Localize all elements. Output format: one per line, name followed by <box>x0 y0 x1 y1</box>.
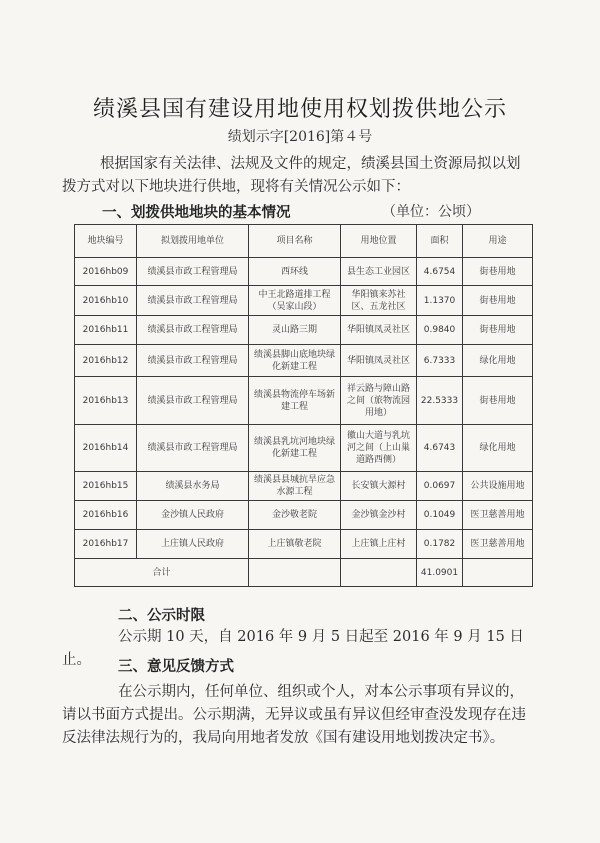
unit-label: （单位：公顷） <box>382 204 480 220</box>
table-row <box>75 377 533 425</box>
page-title: 绩溪县国有建设用地使用权划拨供地公示 <box>92 97 507 122</box>
table-row <box>75 286 533 316</box>
period-paragraph: 公示期 10 天，自 2016 年 9 月 5 日起至 2016 年 9 月 15 日止。 <box>62 629 524 668</box>
area-cell: 1.1370 <box>417 286 463 316</box>
header-cell: 项目名称 <box>249 225 341 258</box>
location-cell: 长安镇大源村 <box>341 472 417 501</box>
unit-cell: 绩溪县市政工程管理局 <box>137 377 249 425</box>
table-row <box>75 316 533 345</box>
use-cell: 绿化用地 <box>463 425 533 472</box>
location-cell: 华阳镇来苏社区、五龙社区 <box>341 286 417 316</box>
location-cell: 华阳镇凤灵社区 <box>341 316 417 345</box>
land-plots-table <box>74 224 533 587</box>
use-cell: 医卫慈善用地 <box>463 501 533 530</box>
area-cell: 0.9840 <box>417 316 463 345</box>
table-row <box>75 425 533 472</box>
empty-cell <box>463 559 533 587</box>
plot-id-cell: 2016hb10 <box>75 286 137 316</box>
location-cell: 祥云路与障山路之间（旅物流园用地） <box>341 377 417 425</box>
section-3-heading: 三、意见反馈方式 <box>118 659 234 675</box>
location-cell: 县生态工业园区 <box>341 258 417 286</box>
plot-id-cell: 2016hb11 <box>75 316 137 345</box>
table-row <box>75 501 533 530</box>
unit-cell: 绩溪县水务局 <box>137 472 249 501</box>
unit-cell: 上庄镇人民政府 <box>137 530 249 559</box>
plot-id-cell: 2016hb13 <box>75 377 137 425</box>
project-cell: 绩溪县乳坑河地块绿化新建工程 <box>249 425 341 472</box>
plot-id-cell: 2016hb09 <box>75 258 137 286</box>
intro-paragraph: 根据国家有关法律、法规及文件的规定，绩溪县国土资源局拟以划拨方式对以下地块进行供地，现将有关情况公示如下： <box>62 156 521 195</box>
unit-cell: 金沙镇人民政府 <box>137 501 249 530</box>
unit-cell: 绩溪县市政工程管理局 <box>137 316 249 345</box>
use-cell: 公共设施用地 <box>463 472 533 501</box>
header-cell: 面积 <box>417 225 463 258</box>
area-cell: 0.1782 <box>417 530 463 559</box>
section-2-heading: 二、公示时限 <box>118 608 205 624</box>
use-cell: 街巷用地 <box>463 377 533 425</box>
project-cell: 金沙敬老院 <box>249 501 341 530</box>
location-cell: 华阳镇凤灵社区 <box>341 345 417 377</box>
unit-cell: 绩溪县市政工程管理局 <box>137 258 249 286</box>
location-cell: 金沙镇金沙村 <box>341 501 417 530</box>
plot-id-cell: 2016hb16 <box>75 501 137 530</box>
plot-id-cell: 2016hb15 <box>75 472 137 501</box>
unit-cell: 绩溪县市政工程管理局 <box>137 425 249 472</box>
project-cell: 上庄镇敬老院 <box>249 530 341 559</box>
location-cell: 上庄镇上庄村 <box>341 530 417 559</box>
plot-id-cell: 2016hb17 <box>75 530 137 559</box>
total-label-cell: 合计 <box>75 559 249 587</box>
use-cell: 医卫慈善用地 <box>463 530 533 559</box>
area-cell: 6.7333 <box>417 345 463 377</box>
table-row <box>75 345 533 377</box>
project-cell: 西环线 <box>249 258 341 286</box>
table-row <box>75 258 533 286</box>
empty-cell <box>341 559 417 587</box>
area-cell: 0.1049 <box>417 501 463 530</box>
table-row <box>75 472 533 501</box>
header-cell: 地块编号 <box>75 225 137 258</box>
area-cell: 0.0697 <box>417 472 463 501</box>
empty-cell <box>249 559 341 587</box>
use-cell: 绿化用地 <box>463 345 533 377</box>
use-cell: 街巷用地 <box>463 316 533 345</box>
header-cell: 拟划拨用地单位 <box>137 225 249 258</box>
table-total-row <box>75 559 533 587</box>
table-row <box>75 530 533 559</box>
area-cell: 4.6754 <box>417 258 463 286</box>
plot-id-cell: 2016hb12 <box>75 345 137 377</box>
project-cell: 灵山路三期 <box>249 316 341 345</box>
area-cell: 4.6743 <box>417 425 463 472</box>
use-cell: 街巷用地 <box>463 258 533 286</box>
plot-id-cell: 2016hb14 <box>75 425 137 472</box>
project-cell: 中王北路道排工程（吴家山段） <box>249 286 341 316</box>
unit-cell: 绩溪县市政工程管理局 <box>137 286 249 316</box>
project-cell: 绩溪县脚山底地块绿化新建工程 <box>249 345 341 377</box>
header-cell: 用地位置 <box>341 225 417 258</box>
feedback-paragraph: 在公示期内，任何单位、组织或个人，对本公示事项有异议的，请以书面方式提出。公示期满，无异议或虽有异议但经审查没发现存在违反法律法规行为的，我局向用地者发放《国有建设用地划拨决定书》。 <box>62 684 526 746</box>
location-cell: 徽山大道与乳坑河之间（上山巢道路西侧） <box>341 425 417 472</box>
section-1-heading: 一、划拨供地地块的基本情况 <box>102 205 291 221</box>
project-cell: 绩溪县县城抗旱应急水源工程 <box>249 472 341 501</box>
total-area-cell: 41.0901 <box>417 559 463 587</box>
unit-cell: 绩溪县市政工程管理局 <box>137 345 249 377</box>
area-cell: 22.5333 <box>417 377 463 425</box>
use-cell: 街巷用地 <box>463 286 533 316</box>
project-cell: 绩溪县物流停车场新建工程 <box>249 377 341 425</box>
document-number: 绩划示字[2016]第４号 <box>227 129 373 145</box>
header-cell: 用途 <box>463 225 533 258</box>
table-header-row <box>75 225 533 258</box>
